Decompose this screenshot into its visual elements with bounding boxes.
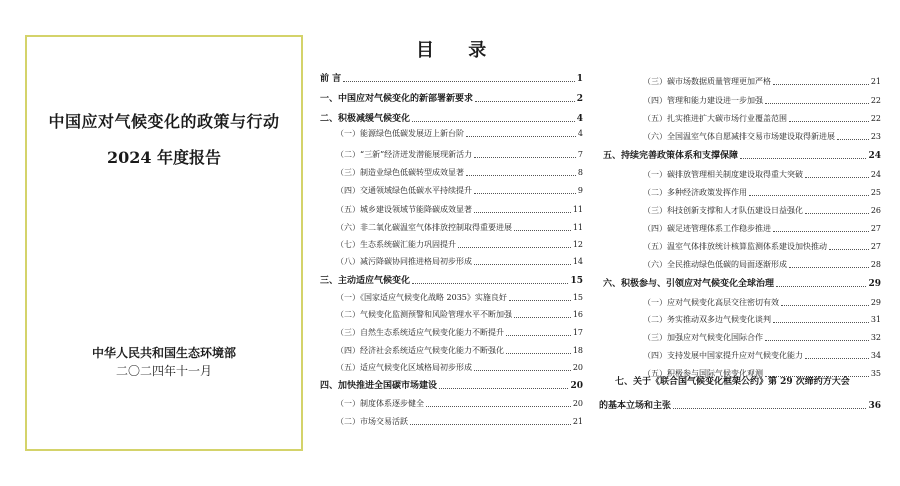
- toc-entry-label: （二）“三新”经济迸发潜能展现新活力: [336, 150, 473, 159]
- toc-entry-page: 8: [577, 168, 583, 177]
- toc-leader-dots: [439, 388, 568, 389]
- toc-entry-page: 34: [870, 351, 881, 360]
- toc-entry[interactable]: [336, 147, 583, 161]
- toc-leader-dots: [506, 335, 571, 336]
- toc-entry-page: 7: [577, 150, 583, 159]
- toc-entry-page: 21: [870, 77, 881, 86]
- toc-entry[interactable]: [336, 220, 583, 234]
- toc-entry[interactable]: [643, 74, 881, 88]
- toc-leader-dots: [805, 358, 869, 359]
- toc-entry-page: 22: [870, 114, 881, 123]
- toc-entry-page: 15: [572, 293, 583, 302]
- toc-entry-page: 15: [570, 276, 583, 286]
- toc-entry[interactable]: [603, 276, 881, 290]
- toc-entry-page: 4: [577, 129, 583, 138]
- toc-entry-page: 2: [576, 94, 583, 104]
- toc-entry[interactable]: [336, 396, 583, 410]
- toc-leader-dots: [474, 157, 576, 158]
- toc-entry-page: 24: [868, 151, 881, 161]
- toc-leader-dots: [773, 84, 869, 85]
- toc-entry[interactable]: [320, 91, 583, 105]
- toc-entry-label: （五）扎实推进扩大碳市场行业覆盖范围: [643, 114, 787, 123]
- toc-entry-label: 六、积极参与、引领应对气候变化全球治理: [603, 279, 775, 289]
- toc-entry[interactable]: [643, 93, 881, 107]
- toc-entry[interactable]: [336, 307, 583, 321]
- toc-entry[interactable]: [336, 237, 583, 251]
- toc-leader-dots: [412, 121, 575, 122]
- toc-entry-page: 20: [570, 381, 583, 391]
- toc-entry-page: 24: [870, 170, 881, 179]
- toc-entry-label: （一）碳排放管理相关制度建设取得重大突破: [643, 170, 803, 179]
- toc-entry[interactable]: [643, 111, 881, 125]
- toc-entry-label: （六）非二氧化碳温室气体排放控制取得重要进展: [336, 223, 512, 232]
- toc-entry-page: 16: [572, 310, 583, 319]
- toc-leader-dots: [506, 353, 571, 354]
- toc-entry[interactable]: [643, 239, 881, 253]
- toc-entry[interactable]: [643, 129, 881, 143]
- toc-entry[interactable]: [643, 295, 881, 309]
- toc-entry[interactable]: [336, 414, 583, 428]
- toc-leader-dots: [829, 249, 869, 250]
- toc-entry-page: 29: [868, 279, 881, 289]
- toc-entry-label: 一、中国应对气候变化的新部署新要求: [320, 94, 474, 104]
- toc-leader-dots: [474, 193, 576, 194]
- toc-leader-dots: [466, 136, 576, 137]
- toc-entry-label: （一）应对气候变化高层交往密切有效: [643, 298, 779, 307]
- toc-entry-label: （五）积极参与国际气候变化观测: [643, 369, 763, 378]
- toc-entry-label: （五）适应气候变化区域格局初步形成: [336, 363, 472, 372]
- toc-entry[interactable]: [336, 343, 583, 357]
- toc-entry-page: 22: [870, 96, 881, 105]
- toc-entry-page: 31: [870, 315, 881, 324]
- toc-leader-dots: [458, 247, 571, 248]
- toc-leader-dots: [765, 103, 869, 104]
- toc-entry-label: 的基本立场和主张: [599, 401, 672, 411]
- toc-entry-page: 26: [870, 206, 881, 215]
- toc-entry-label: 四、加快推进全国碳市场建设: [320, 381, 438, 391]
- toc-leader-dots: [474, 370, 571, 371]
- toc-entry-page: 17: [572, 328, 583, 337]
- toc-leader-dots: [474, 264, 571, 265]
- toc-entry-label: （三）科技创新支撑和人才队伍建设日益强化: [643, 206, 803, 215]
- toc-entry-seven-line1[interactable]: 七、关于《联合国气候变化框架公约》第 29 次缔约方大会: [615, 377, 850, 387]
- toc-entry-page: 11: [572, 205, 583, 214]
- toc-leader-dots: [789, 267, 869, 268]
- toc-entry-page: 21: [572, 417, 583, 426]
- toc-entry-page: 9: [577, 186, 583, 195]
- toc-entry-page: 27: [870, 224, 881, 233]
- toc-entry[interactable]: [643, 348, 881, 362]
- toc-leader-dots: [805, 177, 869, 178]
- toc-entry-label: （七）生态系统碳汇能力巩固提升: [336, 240, 456, 249]
- toc-heading: 目 录: [416, 40, 501, 61]
- toc-leader-dots: [749, 195, 869, 196]
- toc-entry-label: （六）全民推动绿色低碳的局面逐渐形成: [643, 260, 787, 269]
- toc-entry[interactable]: [643, 203, 881, 217]
- toc-entry-page: 36: [868, 401, 881, 411]
- toc-entry-label: （二）市场交易活跃: [336, 417, 408, 426]
- toc-entry[interactable]: [320, 378, 583, 392]
- toc-entry-page: 4: [576, 114, 583, 124]
- toc-entry[interactable]: [336, 254, 583, 268]
- toc-entry-page: 1: [576, 74, 583, 84]
- toc-entry-label: （二）气候变化监测预警和风险管理水平不断加强: [336, 310, 512, 319]
- toc-leader-dots: [789, 121, 869, 122]
- toc-entry-label: （二）务实推动双多边气候变化谈判: [643, 315, 771, 324]
- toc-entry[interactable]: [336, 290, 583, 304]
- toc-leader-dots: [773, 322, 869, 323]
- toc-entry-label: （二）多种经济政策发挥作用: [643, 188, 747, 197]
- toc-entry-page: 11: [572, 223, 583, 232]
- toc-entry-label: （一）《国家适应气候变化战略 2035》实施良好: [336, 293, 507, 302]
- toc-entry[interactable]: [320, 111, 583, 125]
- toc-leader-dots: [410, 424, 571, 425]
- toc-leader-dots: [765, 340, 869, 341]
- toc-entry[interactable]: [643, 330, 881, 344]
- toc-entry-page: 23: [870, 132, 881, 141]
- toc-leader-dots: [514, 230, 571, 231]
- toc-leader-dots: [475, 101, 575, 102]
- toc-entry-label: （三）自然生态系统适应气候变化能力不断提升: [336, 328, 504, 337]
- toc-leader-dots: [776, 286, 866, 287]
- toc-entry-label: （一）能源绿色低碳发展迈上新台阶: [336, 129, 464, 138]
- toc-leader-dots: [412, 283, 568, 284]
- toc-entry-label: （三）制造业绿色低碳转型成效显著: [336, 168, 464, 177]
- toc-entry-page: 28: [870, 260, 881, 269]
- toc-entry-label: （四）经济社会系统适应气候变化能力不断强化: [336, 346, 504, 355]
- toc-entry-page: 27: [870, 242, 881, 251]
- report-cover: [25, 35, 303, 451]
- toc-entry[interactable]: [336, 165, 583, 179]
- toc-entry-page: 20: [572, 363, 583, 372]
- toc-leader-dots: [343, 81, 575, 82]
- toc-leader-dots: [474, 212, 571, 213]
- toc-entry-label: （四）管理和能力建设进一步加强: [643, 96, 763, 105]
- toc-entry-label: （五）温室气体排放统计核算监测体系建设加快推动: [643, 242, 827, 251]
- toc-entry[interactable]: [336, 126, 583, 140]
- toc-entry-label: （四）碳足迹管理体系工作稳步推进: [643, 224, 771, 233]
- toc-entry-label: （八）减污降碳协同推进格局初步形成: [336, 257, 472, 266]
- toc-leader-dots: [426, 406, 571, 407]
- toc-entry-page: 14: [572, 257, 583, 266]
- toc-entry-page: 35: [870, 369, 881, 378]
- toc-entry-seven[interactable]: [599, 398, 881, 412]
- toc-entry-label: （三）碳市场数据质量管理更加严格: [643, 77, 771, 86]
- toc-leader-dots: [837, 139, 869, 140]
- toc-entry-page: 20: [572, 399, 583, 408]
- toc-leader-dots: [509, 300, 571, 301]
- toc-leader-dots: [781, 305, 869, 306]
- toc-leader-dots: [740, 158, 866, 159]
- toc-entry[interactable]: [643, 167, 881, 181]
- cover-subtitle: 2024 年度报告: [106, 148, 222, 167]
- toc-entry-label: 前 言: [320, 74, 342, 84]
- toc-leader-dots: [514, 317, 571, 318]
- toc-entry-page: 32: [870, 333, 881, 342]
- cover-organization: 中华人民共和国生态环境部: [91, 346, 236, 360]
- toc-entry-label: （四）交通领域绿色低碳水平持续提升: [336, 186, 472, 195]
- toc-leader-dots: [805, 213, 869, 214]
- cover-date: 二〇二四年十一月: [115, 364, 212, 378]
- toc-entry-label: （六）全国温室气体自愿减排交易市场建设取得新进展: [643, 132, 835, 141]
- toc-entry[interactable]: [643, 312, 881, 326]
- toc-entry-label: 三、主动适应气候变化: [320, 276, 411, 286]
- toc-entry-page: 29: [870, 298, 881, 307]
- toc-entry[interactable]: [336, 325, 583, 339]
- toc-entry-label: （三）加强应对气候变化国际合作: [643, 333, 763, 342]
- toc-entry[interactable]: [336, 202, 583, 216]
- toc-entry[interactable]: [320, 273, 583, 287]
- toc-entry-label: 二、积极减缓气候变化: [320, 114, 411, 124]
- toc-leader-dots: [466, 175, 576, 176]
- toc-entry-label: （五）城乡建设领域节能降碳成效显著: [336, 205, 472, 214]
- toc-entry[interactable]: [336, 360, 583, 374]
- toc-leader-dots: [773, 231, 869, 232]
- toc-entry[interactable]: [336, 183, 583, 197]
- toc-entry-page: 25: [870, 188, 881, 197]
- toc-entry-label: （四）支持发展中国家提升应对气候变化能力: [643, 351, 803, 360]
- cover-title: 中国应对气候变化的政策与行动: [48, 112, 280, 131]
- toc-entry-page: 18: [572, 346, 583, 355]
- toc-entry[interactable]: [603, 148, 881, 162]
- toc-entry[interactable]: [643, 257, 881, 271]
- toc-entry[interactable]: [320, 71, 583, 85]
- toc-entry[interactable]: [643, 221, 881, 235]
- toc-entry-label: 五、持续完善政策体系和支撑保障: [603, 151, 739, 161]
- toc-leader-dots: [673, 408, 866, 409]
- toc-entry-page: 12: [572, 240, 583, 249]
- toc-entry[interactable]: [643, 185, 881, 199]
- toc-entry-label: （一）制度体系逐步健全: [336, 399, 424, 408]
